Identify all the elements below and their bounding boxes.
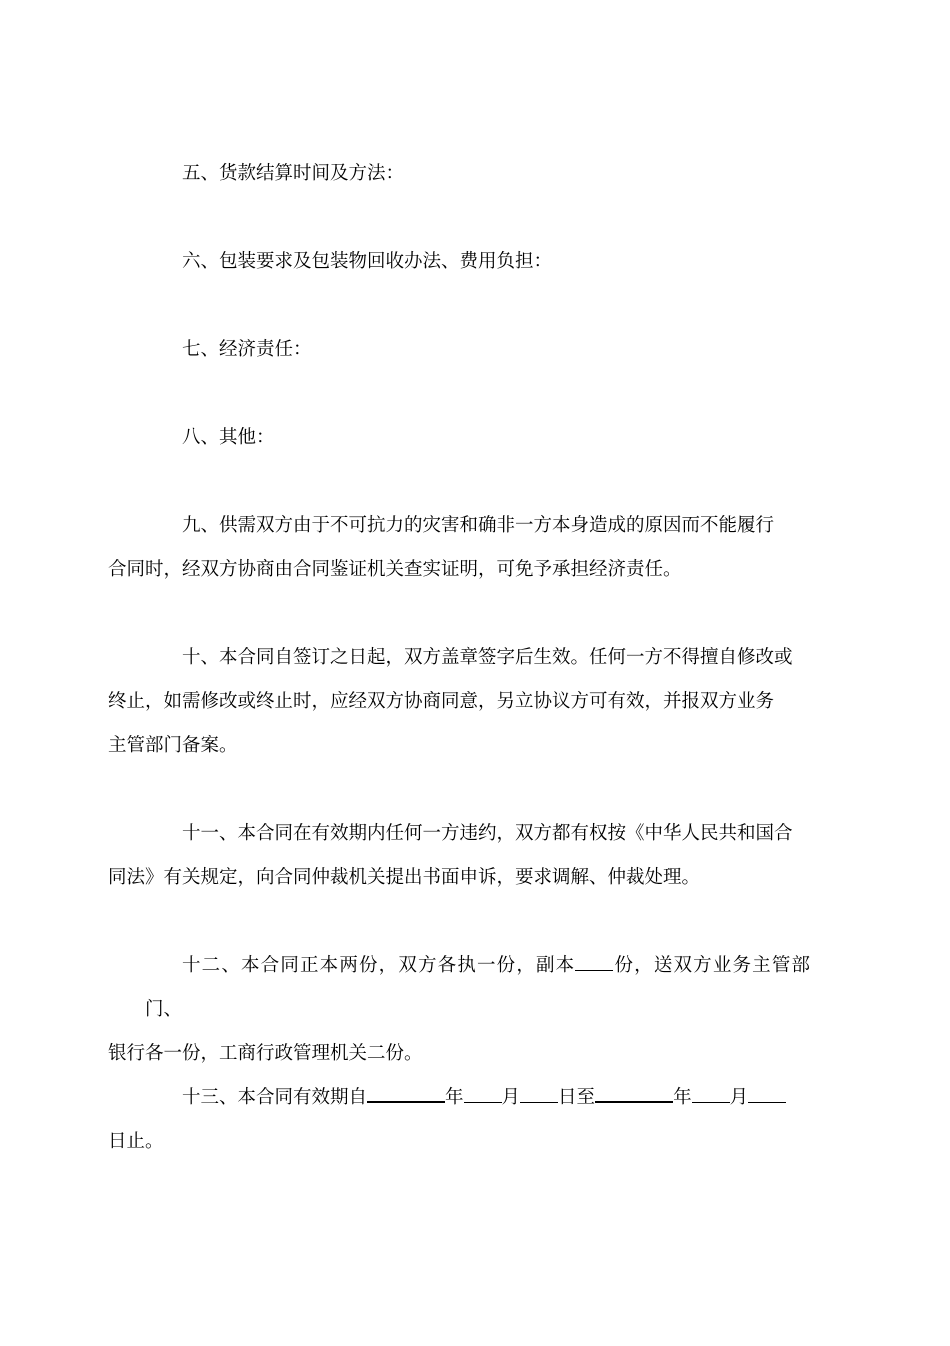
clause-13-month-2: 月 xyxy=(729,1087,749,1108)
clause-10-line-2: 终止，如需修改或终止时，应经双方协商同意，另立协议方可有效，并报双方业务 xyxy=(108,691,775,712)
clause-5-text: 五、货款结算时间及方法： xyxy=(182,163,405,184)
clause-10-line-1: 十、本合同自签订之日起，双方盖章签字后生效。任何一方不得擅自修改或 xyxy=(182,647,793,668)
clause-11-line-2: 同法》有关规定，向合同仲裁机关提出书面申诉，要求调解、仲裁处理。 xyxy=(108,867,701,888)
clause-13-prefix: 十三、本合同有效期自 xyxy=(182,1087,368,1108)
copies-blank xyxy=(575,950,613,971)
clause-10-line-3: 主管部门备案。 xyxy=(108,735,238,756)
clause-6 xyxy=(145,240,810,284)
clause-12-part-1: 十二、本合同正本两份，双方各执一份，副本 xyxy=(182,955,576,976)
clause-11-line-1: 十一、本合同在有效期内任何一方违约，双方都有权按《中华人民共和国合 xyxy=(182,823,793,844)
clause-9 xyxy=(108,504,810,592)
clause-12-part-2: 份，送双方业务主管部门、 xyxy=(145,955,810,1020)
clause-12 xyxy=(108,944,810,1076)
start-day-blank xyxy=(520,1082,558,1103)
end-year-blank xyxy=(595,1081,673,1103)
end-month-blank xyxy=(692,1082,730,1103)
clause-10 xyxy=(108,636,810,768)
clause-7 xyxy=(145,328,810,372)
start-month-blank xyxy=(464,1082,502,1103)
start-year-blank xyxy=(367,1081,445,1103)
end-day-blank xyxy=(748,1082,786,1103)
clause-9-line-1: 九、供需双方由于不可抗力的灾害和确非一方本身造成的原因而不能履行 xyxy=(182,515,775,536)
clause-13-year-1: 年 xyxy=(445,1087,464,1108)
clause-13-line-2: 日止。 xyxy=(108,1131,164,1152)
clause-9-line-2: 合同时，经双方协商由合同鉴证机关查实证明，可免予承担经济责任。 xyxy=(108,559,682,580)
clause-13 xyxy=(108,1076,810,1164)
clause-5 xyxy=(145,152,810,196)
clause-13-year-2: 年 xyxy=(673,1087,692,1108)
clause-11 xyxy=(108,812,810,900)
clause-6-text: 六、包装要求及包装物回收办法、费用负担： xyxy=(182,251,553,272)
clause-12-line-2: 银行各一份，工商行政管理机关二份。 xyxy=(108,1043,423,1064)
clause-13-month-1: 月 xyxy=(501,1087,521,1108)
clause-13-day-1: 日至 xyxy=(558,1087,596,1108)
clause-7-text: 七、经济责任： xyxy=(182,339,312,360)
clause-8-text: 八、其他： xyxy=(182,427,275,448)
clause-8 xyxy=(145,416,810,460)
